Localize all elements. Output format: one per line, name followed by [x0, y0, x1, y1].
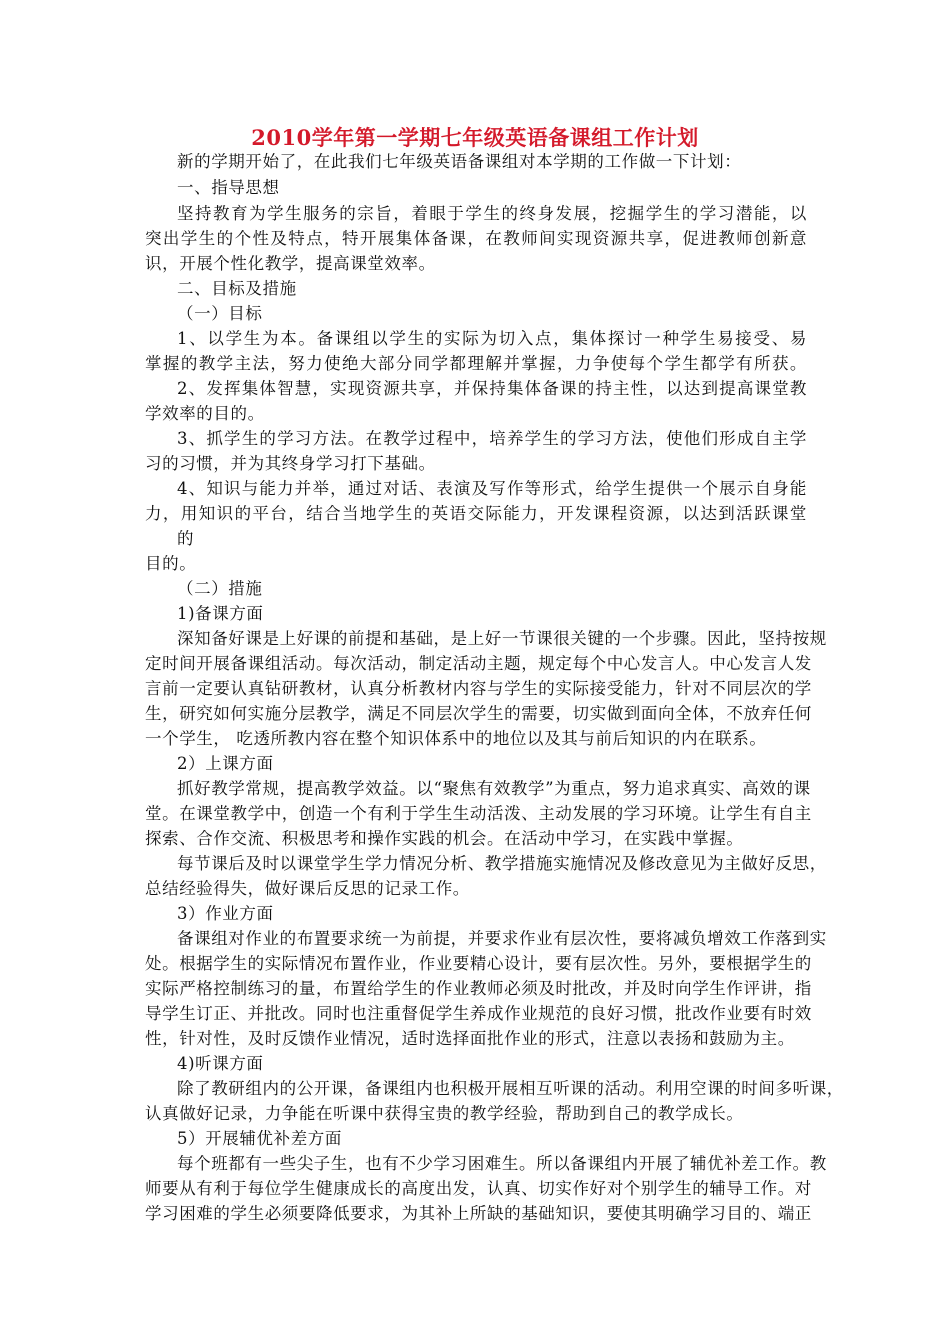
- measure-line: 认真做好记录，力争能在听课中获得宝贵的教学经验，帮助到自己的教学成长。: [145, 1104, 744, 1123]
- measure-line: 师要从有利于每位学生健康成长的高度出发，认真、切实作好对个别学生的辅导工作。对: [145, 1179, 812, 1198]
- measure-line: 性，针对性，及时反馈作业情况，适时选择面批作业的形式，注意以表扬和鼓励为主。: [145, 1029, 795, 1048]
- measure-line: 总结经验得失，做好课后反思的记录工作。: [145, 879, 470, 898]
- measure-heading-teaching: 2）上课方面: [177, 754, 274, 773]
- measure-line: 导学生订正、并批改。同时也注重督促学生养成作业规范的良好习惯，批改作业要有时效: [145, 1004, 812, 1023]
- section-heading-guiding-thought: 一、指导思想: [177, 178, 280, 197]
- measure-line: 言前一定要认真钻研教材，认真分析教材内容与学生的实际接受能力，针对不同层次的学: [145, 679, 812, 698]
- paragraph-line: 识，开展个性化教学，提高课堂效率。: [145, 254, 436, 273]
- goal-item-line: 力，用知识的平台，结合当地学生的英语交际能力，开发课程资源，以达到活跃课堂: [145, 504, 807, 523]
- section-heading-goals-measures: 二、目标及措施: [177, 279, 297, 298]
- measure-heading-homework: 3）作业方面: [177, 904, 274, 923]
- goal-item-line: 目的。: [145, 554, 197, 573]
- goal-item-line: 学效率的目的。: [145, 404, 265, 423]
- measure-line: 每个班都有一些尖子生，也有不少学习困难生。所以备课组内开展了辅优补差工作。教: [177, 1154, 827, 1173]
- measure-line: 抓好教学常规，提高教学效益。以“聚焦有效教学”为重点，努力追求真实、高效的课: [177, 779, 811, 798]
- goal-item-line: 掌握的教学主法，努力使绝大部分同学都理解并掌握，力争使每个学生都学有所获。: [145, 354, 807, 373]
- goal-item-line: 的: [177, 529, 195, 548]
- measure-line: 探索、合作交流、积极思考和操作实践的机会。在活动中学习，在实践中掌握。: [145, 829, 744, 848]
- measure-line: 实际严格控制练习的量，布置给学生的作业教师必须及时批改，并及时向学生作评讲，指: [145, 979, 812, 998]
- intro-paragraph: 新的学期开始了，在此我们七年级英语备课组对本学期的工作做一下计划：: [177, 152, 742, 171]
- measure-line: 一个学生， 吃透所教内容在整个知识体系中的地位以及其与前后知识的内在联系。: [145, 729, 767, 748]
- goal-item-line: 1、以学生为本。备课组以学生的实际为切入点，集体探讨一种学生易接受、易: [177, 329, 807, 348]
- measure-heading-tutoring: 5）开展辅优补差方面: [177, 1129, 342, 1148]
- measure-line: 定时间开展备课组活动。每次活动，制定活动主题，规定每个中心发言人。中心发言人发: [145, 654, 812, 673]
- goal-item-line: 3、抓学生的学习方法。在教学过程中，培养学生的学习方法，使他们形成自主学: [177, 429, 807, 448]
- measure-line: 学习困难的学生必须要降低要求，为其补上所缺的基础知识，要使其明确学习目的、端正: [145, 1204, 812, 1223]
- measure-line: 每节课后及时以课堂学生学力情况分析、教学措施实施情况及修改意见为主做好反思，: [177, 854, 827, 873]
- subsection-heading-goals: （一）目标: [177, 304, 263, 323]
- measure-heading-lesson-prep: 1)备课方面: [177, 604, 264, 623]
- goal-item-line: 习的习惯，并为其终身学习打下基础。: [145, 454, 436, 473]
- goal-item-line: 2、发挥集体智慧，实现资源共享，并保持集体备课的持主性，以达到提高课堂教: [177, 379, 807, 398]
- goal-item-line: 4、知识与能力并举，通过对话、表演及写作等形式，给学生提供一个展示自身能: [177, 479, 807, 498]
- measure-line: 处。根据学生的实际情况布置作业，作业要精心设计，要有层次性。另外，要根据学生的: [145, 954, 812, 973]
- subsection-heading-measures: （二）措施: [177, 579, 263, 598]
- measure-line: 深知备好课是上好课的前提和基础，是上好一节课很关键的一个步骤。因此，坚持按规: [177, 629, 827, 648]
- paragraph-line: 坚持教育为学生服务的宗旨，着眼于学生的终身发展，挖掘学生的学习潜能，以: [177, 204, 807, 223]
- measure-line: 生，研究如何实施分层教学，满足不同层次学生的需要，切实做到面向全体，不放弃任何: [145, 704, 812, 723]
- paragraph-line: 突出学生的个性及特点，特开展集体备课，在教师间实现资源共享，促进教师创新意: [145, 229, 807, 248]
- measure-line: 堂。在课堂教学中，创造一个有利于学生生动活泼、主动发展的学习环境。让学生有自主: [145, 804, 812, 823]
- measure-line: 备课组对作业的布置要求统一为前提，并要求作业有层次性，要将减负增效工作落到实: [177, 929, 827, 948]
- document-title: 2010学年第一学期七年级英语备课组工作计划: [251, 125, 699, 150]
- measure-line: 除了教研组内的公开课，备课组内也积极开展相互听课的活动。利用空课的时间多听课，: [177, 1079, 844, 1098]
- measure-heading-observation: 4)听课方面: [177, 1054, 264, 1073]
